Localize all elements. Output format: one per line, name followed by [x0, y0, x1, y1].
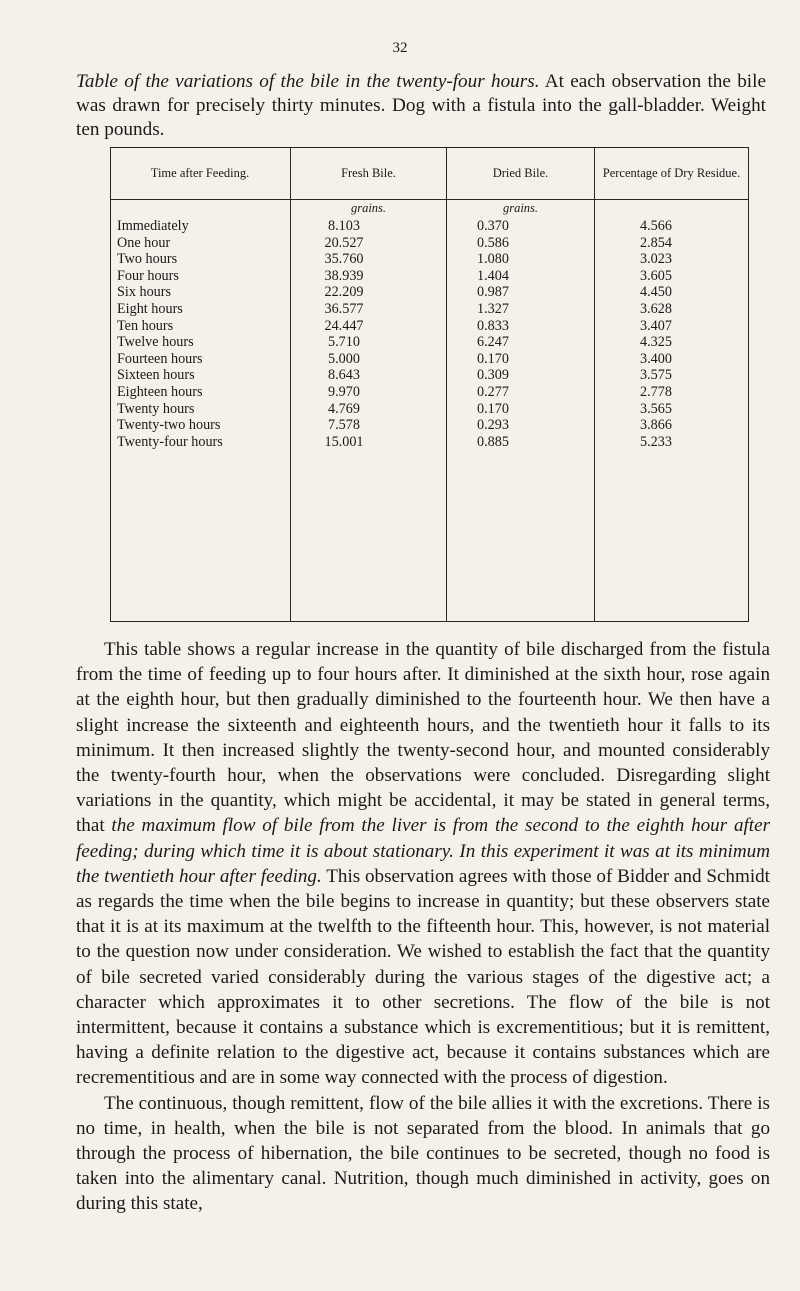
cell-fresh-bile: 7.578 [328, 417, 360, 434]
col-header-time: Time after Feeding. [150, 166, 250, 180]
cell-percentage: 3.628 [640, 300, 672, 317]
cell-time: Sixteen hours [117, 367, 195, 384]
col-header-dried-bile: Dried Bile. [492, 166, 549, 180]
cell-time: One hour [117, 234, 171, 251]
cell-fresh-bile: 20.527 [324, 234, 364, 251]
cell-dried-bile: 0.170 [477, 400, 509, 417]
cell-percentage: 4.325 [640, 334, 672, 351]
cell-fresh-bile: 8.643 [328, 367, 360, 384]
table-caption [76, 70, 766, 142]
paragraph-1-italic: the maximum flow of bile from the liver is from the second to the eighth hour after feeding; during which time it is about stationary. In this experiment it was at its minimum the twentieth hour after feeding. [76, 815, 771, 887]
table-row [110, 417, 750, 434]
table-title: Table of the variations of the bile in the twenty-four hours. [76, 71, 540, 92]
cell-percentage: 2.854 [640, 234, 672, 251]
unit-fresh: grains. [350, 201, 387, 215]
unit-dried: grains. [502, 201, 539, 215]
cell-dried-bile: 0.170 [477, 350, 509, 367]
cell-percentage: 3.605 [640, 267, 672, 284]
table-row [110, 218, 750, 235]
cell-fresh-bile: 9.970 [328, 383, 360, 400]
cell-percentage: 2.778 [640, 383, 672, 400]
cell-percentage: 3.575 [640, 367, 672, 384]
cell-fresh-bile: 35.760 [324, 251, 364, 268]
col-header-fresh-bile: Fresh Bile. [341, 166, 396, 180]
table-bottom-rule [110, 621, 748, 622]
table-row [110, 434, 750, 451]
cell-dried-bile: 0.885 [477, 433, 509, 450]
cell-fresh-bile: 22.209 [324, 284, 364, 301]
cell-percentage: 3.400 [640, 350, 672, 367]
paragraph-2: The continuous, though remittent, flow of the bile allies it with the excretions. There is no time, in health, when the bile is not separated from the blood. In animals that go through the process of hibernation, the bile continues to be secreted, though no food is taken into the alimentary canal. Nutrition, though much diminished in activity, goes on during this state, [76, 1092, 770, 1215]
bile-variation-table [110, 147, 750, 623]
cell-dried-bile: 1.080 [477, 251, 509, 268]
table-row [110, 351, 750, 368]
cell-time: Twelve hours [117, 334, 194, 351]
table-row [110, 318, 750, 335]
cell-time: Six hours [117, 284, 171, 301]
table-header-rule [110, 199, 748, 200]
cell-time: Twenty hours [117, 400, 195, 417]
cell-percentage: 5.233 [640, 433, 672, 450]
table-row [110, 367, 750, 384]
cell-fresh-bile: 5.710 [328, 334, 360, 351]
cell-fresh-bile: 8.103 [328, 218, 360, 234]
cell-dried-bile: 1.404 [477, 267, 509, 284]
table-caption-text: At each observation the bile was drawn for precisely thirty minutes. Dog with a fistula into the gall-bladder. Weight ten pounds. [76, 71, 766, 140]
table-row [110, 284, 750, 301]
cell-time: Ten hours [117, 317, 174, 334]
cell-dried-bile: 0.277 [477, 383, 509, 400]
page-number: 32 [392, 40, 408, 56]
cell-dried-bile: 0.586 [477, 234, 509, 251]
cell-fresh-bile: 36.577 [324, 300, 364, 317]
cell-percentage: 4.450 [640, 284, 672, 301]
table-row [110, 251, 750, 268]
table-row [110, 401, 750, 418]
cell-fresh-bile: 4.769 [328, 400, 360, 417]
col-header-percentage: Percentage of Dry Residue. [602, 166, 741, 180]
cell-fresh-bile: 24.447 [324, 317, 364, 334]
cell-time: Eight hours [117, 300, 183, 317]
cell-dried-bile: 0.293 [477, 417, 509, 434]
table-body [110, 218, 750, 450]
cell-dried-bile: 1.327 [477, 300, 509, 317]
paragraph-1-text-b: This observation agrees with those of Bidder and Schmidt as regards the time when the bile begins to increase in quantity; but these observers state that it is at its maximum at the twelfth to the fifteenth hour. This, however, is not material to the question now under consideration. We wished to establish the fact that the quantity of bile secreted varied considerably during the various stages of the digestive act; a character which approximates it to other secretions. The flow of the bile is not intermittent, because it contains a substance which is excrementitious; but it is remittent, having a definite relation to the digestive act, because it contains substances which are recrementitious and are in some way connected with the process of digestion. [76, 865, 770, 1089]
cell-dried-bile: 0.833 [477, 317, 509, 334]
cell-dried-bile: 6.247 [477, 334, 509, 351]
cell-percentage: 3.407 [640, 317, 672, 334]
cell-time: Twenty-four hours [117, 433, 223, 450]
cell-time: Four hours [117, 267, 179, 284]
table-row [110, 235, 750, 252]
cell-percentage: 3.023 [640, 251, 672, 268]
cell-fresh-bile: 38.939 [324, 267, 364, 284]
paragraph-1-text-a: This table shows a regular increase in the quantity of bile discharged from the fistula from the time of feeding up to four hours after. It diminished at the sixth hour, rose again at the eighth hour, but then gradually diminished to the fourteenth hour. We then have a slight increase the sixteenth and eighteenth hours, and the twentieth hour it falls to its minimum. It then increased slightly the twenty-second hour, and mounted considerably the twenty-fourth hour, when the observations were concluded. Disregarding slight variations in the quantity, which might be accidental, it may be stated in general terms, that [76, 639, 770, 837]
cell-dried-bile: 0.309 [477, 367, 509, 384]
table-row [110, 334, 750, 351]
cell-time: Eighteen hours [117, 383, 203, 400]
table-row [110, 301, 750, 318]
cell-time: Twenty-two hours [117, 417, 221, 434]
body-text [76, 637, 770, 1217]
table-row [110, 268, 750, 285]
cell-time: Fourteen hours [117, 350, 203, 367]
cell-time: Immediately [117, 218, 189, 234]
cell-fresh-bile: 5.000 [328, 350, 360, 367]
cell-dried-bile: 0.370 [477, 218, 509, 234]
cell-time: Two hours [117, 251, 178, 268]
cell-dried-bile: 0.987 [477, 284, 509, 301]
table-row [110, 384, 750, 401]
paragraph-1 [76, 637, 770, 1091]
cell-percentage: 3.565 [640, 400, 672, 417]
cell-percentage: 3.866 [640, 417, 672, 434]
cell-percentage: 4.566 [640, 218, 672, 234]
cell-fresh-bile: 15.001 [324, 433, 364, 450]
